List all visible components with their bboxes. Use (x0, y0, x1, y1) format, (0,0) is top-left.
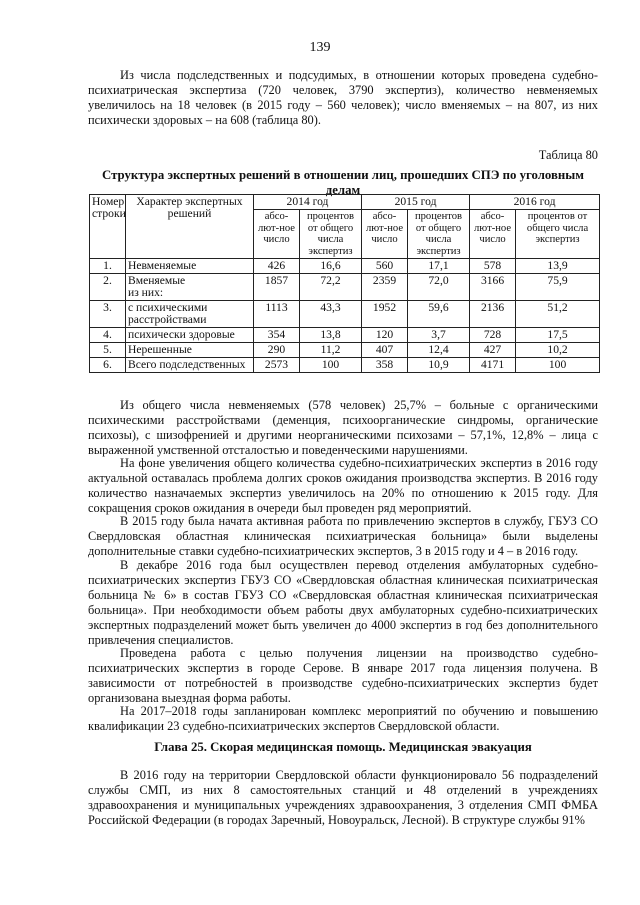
row-number: 1. (90, 259, 126, 274)
paragraph-training-plan: На 2017–2018 годы запланирован комплекс мероприятий по обучению и повышению квалификации 23 судебно-психиатрических экспертов Свердловской области. (88, 704, 598, 733)
chapter-paragraph: В 2016 году на территории Свердловской области функционировало 56 подразделений службы СМП, из них 8 самостоятельных станций и 48 отделений в учреждениях здравоохранения и муниципальных учреждениях здравоохранения, 3 отделения СМП ФМБА Российской Федерации (в городах Заречный, Новоуральск, Лесной). В структуре службы 91% (88, 768, 598, 827)
cell-value: 17,1 (408, 259, 470, 274)
cell-value: 3,7 (408, 328, 470, 343)
row-number: 2. (90, 274, 126, 301)
table-row (90, 328, 600, 343)
cell-value: 1952 (362, 301, 408, 328)
paragraph-department-transfer: В декабре 2016 года был осуществлен перевод отделения амбулаторных судебно-психиатрических экспертиз ГБУЗ СО «Свердловская областная клиническая психиатрическая больница № 6» в состав ГБУЗ СО «Свердловская областная клиническая психиатрическая больница». При необходимости объем работы двух амбулаторных судебно-психиатрических экспертных подразделений может быть увеличен до 4000 экспертиз в год без дополнительного привлечения специалистов. (88, 558, 598, 647)
header-percent: процентов от общего числа экспертиз (300, 210, 362, 259)
cell-value: 51,2 (516, 301, 600, 328)
cell-value: 2359 (362, 274, 408, 301)
table-row (90, 259, 600, 274)
cell-value: 16,6 (300, 259, 362, 274)
intro-paragraph: Из числа подследственных и подсудимых, в отношении которых проведена судебно-психиатрическая экспертиза (720 человек, 3790 экспертиз), количество невменяемых увеличилось на 18 человек (в 2015 году – 560 человек); число вменяемых – на 807, из них психически здоровых – на 608 (таблица 80). (88, 68, 598, 127)
cell-value: 75,9 (516, 274, 600, 301)
row-label: Вменяемые (128, 274, 186, 287)
header-decision-nature: Характер экспертных решений (126, 195, 254, 259)
row-label: Нерешенные (126, 343, 254, 358)
row-label: Невменяемые (126, 259, 254, 274)
page-number: 139 (309, 40, 331, 55)
header-percent: процентов от общего числа экспертиз (408, 210, 470, 259)
header-year-2015: 2015 год (362, 195, 470, 210)
row-label-cell (126, 274, 254, 301)
table-row (90, 301, 600, 328)
cell-value: 426 (254, 259, 300, 274)
header-percent: процентов от общего числа экспертиз (516, 210, 600, 259)
cell-value: 17,5 (516, 328, 600, 343)
expert-decisions-table (89, 194, 600, 373)
header-year-2014: 2014 год (254, 195, 362, 210)
row-label: психически здоровые (126, 328, 254, 343)
table-row (90, 358, 600, 373)
header-absolute: абсо-лют-ное число (254, 210, 300, 259)
cell-value: 354 (254, 328, 300, 343)
cell-value: 72,2 (300, 274, 362, 301)
paragraph-waiting-times: На фоне увеличения общего количества судебно-психиатрических экспертиз в 2016 году актуальной оставалась проблема долгих сроков ожидания производства экспертиз. В 2016 году количество назначаемых экспертиз увеличилось на 20% по отношению к 2015 году. Для сокращения сроков ожидания в очереди был проведен ряд мероприятий. (88, 456, 598, 515)
cell-value: 13,9 (516, 259, 600, 274)
cell-value: 72,0 (408, 274, 470, 301)
cell-value: 43,3 (300, 301, 362, 328)
header-row-number: Номер строки (90, 195, 126, 259)
cell-value: 2136 (470, 301, 516, 328)
paragraph-serov-license: Проведена работа с целью получения лицензии на производство судебно-психиатрических экспертиз в городе Серове. В январе 2017 года лицензия получена. В зависимости от потребностей в производстве судебно-психиатрических экспертиз будет организована выездная форма работы. (88, 646, 598, 705)
cell-value: 560 (362, 259, 408, 274)
table-header-row (90, 195, 600, 210)
paragraph-recruitment: В 2015 году была начата активная работа по привлечению экспертов в службу, ГБУЗ СО Свердловская областная клиническая психиатрическая больница» были выделены дополнительные ставки судебно-психиатрических экспертов, 3 в 2015 году и 4 – в 2016 году. (88, 514, 598, 558)
cell-value: 728 (470, 328, 516, 343)
cell-value: 13,8 (300, 328, 362, 343)
header-absolute: абсо-лют-ное число (362, 210, 408, 259)
table-row (90, 343, 600, 358)
row-number: 5. (90, 343, 126, 358)
cell-value: 427 (470, 343, 516, 358)
cell-value: 2573 (254, 358, 300, 373)
cell-value: 100 (300, 358, 362, 373)
row-number: 3. (90, 301, 126, 328)
row-label: Всего подследственных (126, 358, 254, 373)
cell-value: 290 (254, 343, 300, 358)
cell-value: 407 (362, 343, 408, 358)
row-label: с психическими расстройствами (126, 301, 254, 328)
cell-value: 1857 (254, 274, 300, 301)
row-number: 6. (90, 358, 126, 373)
cell-value: 4171 (470, 358, 516, 373)
table-caption: Таблица 80 (538, 148, 598, 162)
cell-value: 10,9 (408, 358, 470, 373)
cell-value: 12,4 (408, 343, 470, 358)
cell-value: 10,2 (516, 343, 600, 358)
cell-value: 578 (470, 259, 516, 274)
chapter-title: Глава 25. Скорая медицинская помощь. Медицинская эвакуация (154, 740, 532, 754)
cell-value: 59,6 (408, 301, 470, 328)
row-number: 4. (90, 328, 126, 343)
header-year-2016: 2016 год (470, 195, 600, 210)
cell-value: 1113 (254, 301, 300, 328)
table-title: Структура экспертных решений в отношении лиц, прошедших СПЭ по уголовным делам (102, 168, 584, 197)
cell-value: 358 (362, 358, 408, 373)
cell-value: 3166 (470, 274, 516, 301)
table-row (90, 274, 600, 301)
paragraph-insane-structure: Из общего числа невменяемых (578 человек) 25,7% – больные с органическими психическими расстройствами (деменция, психоорганические синдромы, органические психозы), с шизофренией и другими неорганическими психозами – 57,1%, 12,8% – лица с выраженной умственной отсталостью и поведенческими нарушениями. (88, 398, 598, 457)
header-absolute: абсо-лют-ное число (470, 210, 516, 259)
cell-value: 100 (516, 358, 600, 373)
cell-value: 120 (362, 328, 408, 343)
row-sublabel: из них: (128, 286, 164, 299)
cell-value: 11,2 (300, 343, 362, 358)
